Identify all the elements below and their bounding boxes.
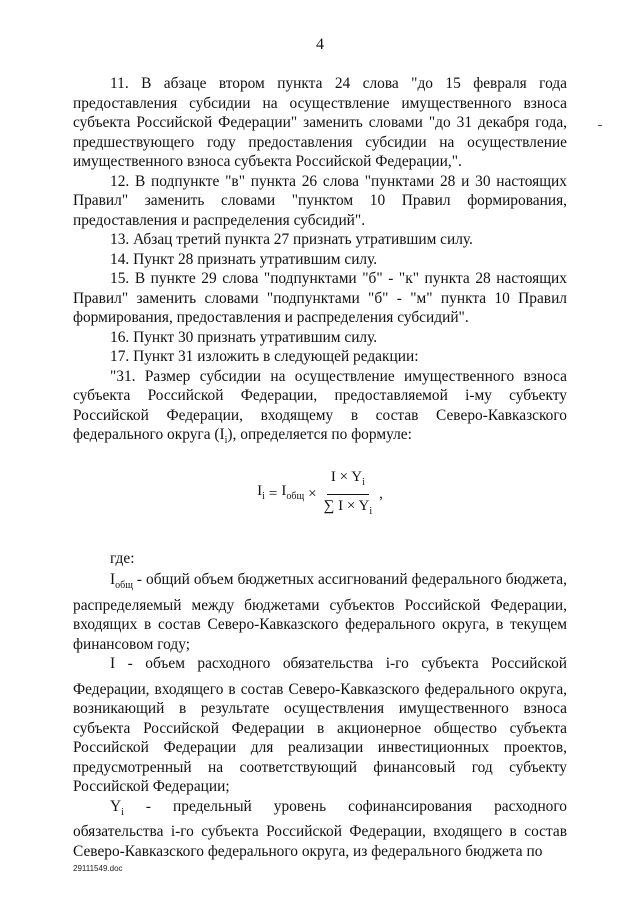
document-body	[73, 74, 567, 861]
formula-times: ×	[308, 485, 317, 502]
formula-fraction	[320, 468, 376, 522]
definition-obligation: I - объем расходного обязательства i-го субъекта Российской Федерации, входящего в состав Северо-Кавказского федерального округа, возникающий в результате осуществления имущественного взноса субъекта Российской Федерации в акционерное общество субъекта Российской Федерации для реализации инвестиционных проектов, предусмотренный на соответствующий финансовый год субъекту Российской Федерации;	[73, 655, 567, 796]
definition-cofinancing: $Y_i$ - предельный уровень софинансирования расходного обязательства i-го субъекта Российской Федерации, входящего в состав Северо-Кавказского федерального округа, из федерального бюджета по	[73, 797, 567, 860]
definition-total: $I_{общ}$ - общий объем бюджетных ассигнований федерального бюджета, распределяемый между бюджетами субъектов Российской Федерации, входящих в состав Северо-Кавказского федерального округа, в текущем финансовом году;	[73, 571, 567, 653]
where-label: где:	[110, 549, 135, 567]
formula-comma: ,	[379, 485, 383, 502]
page-number: 4	[316, 36, 324, 53]
quote-intro-subscript: i	[224, 435, 228, 447]
formula-denominator: ∑ $I \times Y_i$	[323, 498, 373, 518]
formula	[73, 467, 567, 523]
paragraph-15: 15. В пункте 29 слова "подпунктами "б" - "к" пункта 28 настоящих Правил" заменить словами "подпунктами "б" - "м" пункта 10 Правил формирования, предоставления и распределения субсидий".	[73, 270, 567, 326]
formula-equals: =	[268, 485, 278, 502]
quote-intro: "31. Размер субсидии на осуществление имущественного взноса субъекта Российской Федерации, предоставляемой i-му субъекту Российской Федерации, входящему в состав Северо-Кавказского федерального округа (I	[73, 367, 567, 443]
quote-paragraph-31	[73, 367, 567, 451]
paragraph-17: 17. Пункт 31 изложить в следующей редакции:	[110, 348, 419, 365]
paragraph-11: 11. В абзаце втором пункта 24 слова "до 15 февраля года предоставления субсидии на осуществление имущественного взноса субъекта Российской Федерации" заменить словами "до 31 декабря года, предшествующего году предоставления субсидии на осуществление имущественного взноса субъекта Российской Федерации,".	[73, 75, 567, 170]
margin-mark	[598, 125, 602, 126]
paragraph-13: 13. Абзац третий пункта 27 признать утратившим силу.	[110, 231, 473, 248]
paragraph-16: 16. Пункт 30 признать утратившим силу.	[110, 328, 378, 346]
formula-total: $I_{общ}$	[281, 483, 305, 503]
paragraph-14: 14. Пункт 28 признать утратившим силу.	[110, 250, 378, 268]
formula-numerator: $I \times Y_i$	[327, 468, 369, 496]
quote-intro-end: ), определяется по формуле:	[227, 426, 412, 443]
footer-file-code: 29111549.doc	[73, 864, 123, 873]
formula-lhs: $I_i$	[257, 483, 265, 503]
paragraph-12: 12. В подпункте "в" пункта 26 слова "пунктами 28 и 30 настоящих Правил" заменить словами "пунктом 10 Правил формирования, предоставления и распределения субсидий".	[73, 172, 567, 229]
